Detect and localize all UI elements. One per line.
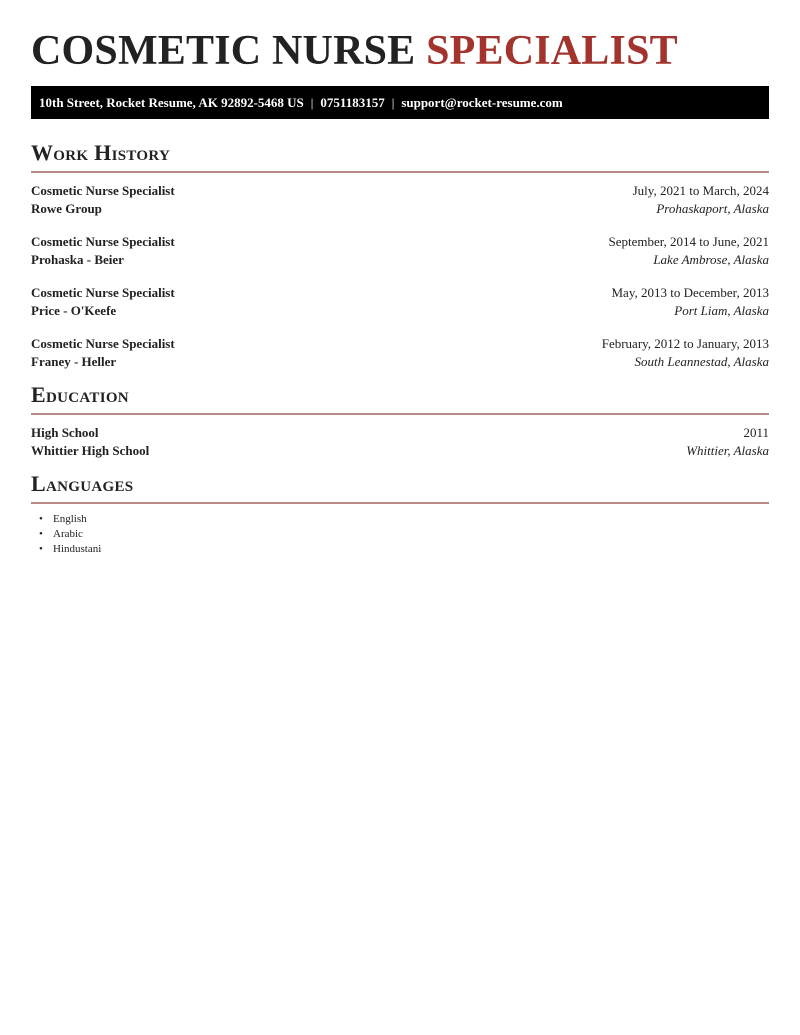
job-dates: September, 2014 to June, 2021 (608, 234, 769, 249)
contact-address: 10th Street, Rocket Resume, AK 92892-5468 US (39, 95, 304, 110)
bullet-icon: • (39, 528, 43, 540)
job-location: Lake Ambrose, Alaska (653, 252, 769, 267)
degree: High School (31, 425, 99, 440)
list-item (31, 512, 769, 527)
list-item (31, 527, 769, 542)
job-location: Port Liam, Alaska (674, 303, 769, 318)
page-title (31, 27, 678, 75)
work-entry (31, 284, 769, 320)
title-accent: SPECIALIST (426, 28, 678, 74)
contact-separator: | (391, 95, 395, 110)
job-title: Cosmetic Nurse Specialist (31, 183, 175, 198)
contact-email[interactable]: support@rocket-resume.com (401, 95, 563, 110)
company-name: Prohaska - Beier (31, 252, 124, 267)
languages-section (31, 471, 769, 557)
languages-list (31, 512, 769, 557)
education-section (31, 382, 769, 460)
bullet-icon: • (39, 513, 43, 525)
company-name: Franey - Heller (31, 354, 117, 369)
language-name: Arabic (53, 528, 83, 540)
title-main: COSMETIC NURSE (31, 28, 416, 74)
contact-bar (31, 86, 769, 119)
bullet-icon: • (39, 543, 43, 555)
job-title: Cosmetic Nurse Specialist (31, 285, 175, 300)
job-title: Cosmetic Nurse Specialist (31, 234, 175, 249)
work-entry (31, 182, 769, 218)
contact-separator: | (310, 95, 314, 110)
graduation-year: 2011 (743, 425, 769, 440)
job-dates: July, 2021 to March, 2024 (632, 183, 769, 198)
section-heading-languages: Languages (31, 471, 769, 504)
school-name: Whittier High School (31, 443, 150, 458)
job-location: Prohaskaport, Alaska (656, 201, 769, 216)
job-dates: May, 2013 to December, 2013 (611, 285, 769, 300)
section-heading-education: Education (31, 382, 769, 415)
language-name: Hindustani (53, 543, 102, 555)
language-name: English (53, 513, 87, 525)
job-title: Cosmetic Nurse Specialist (31, 336, 175, 351)
school-location: Whittier, Alaska (686, 443, 769, 458)
company-name: Rowe Group (31, 201, 102, 216)
job-dates: February, 2012 to January, 2013 (601, 336, 769, 351)
work-history-section (31, 140, 769, 371)
work-entry (31, 335, 769, 371)
work-entry (31, 233, 769, 269)
section-heading-work-history: Work History (31, 140, 769, 173)
contact-phone: 0751183157 (320, 95, 385, 110)
education-entry (31, 424, 769, 460)
list-item (31, 542, 769, 557)
company-name: Price - O'Keefe (31, 303, 117, 318)
job-location: South Leannestad, Alaska (634, 354, 769, 369)
